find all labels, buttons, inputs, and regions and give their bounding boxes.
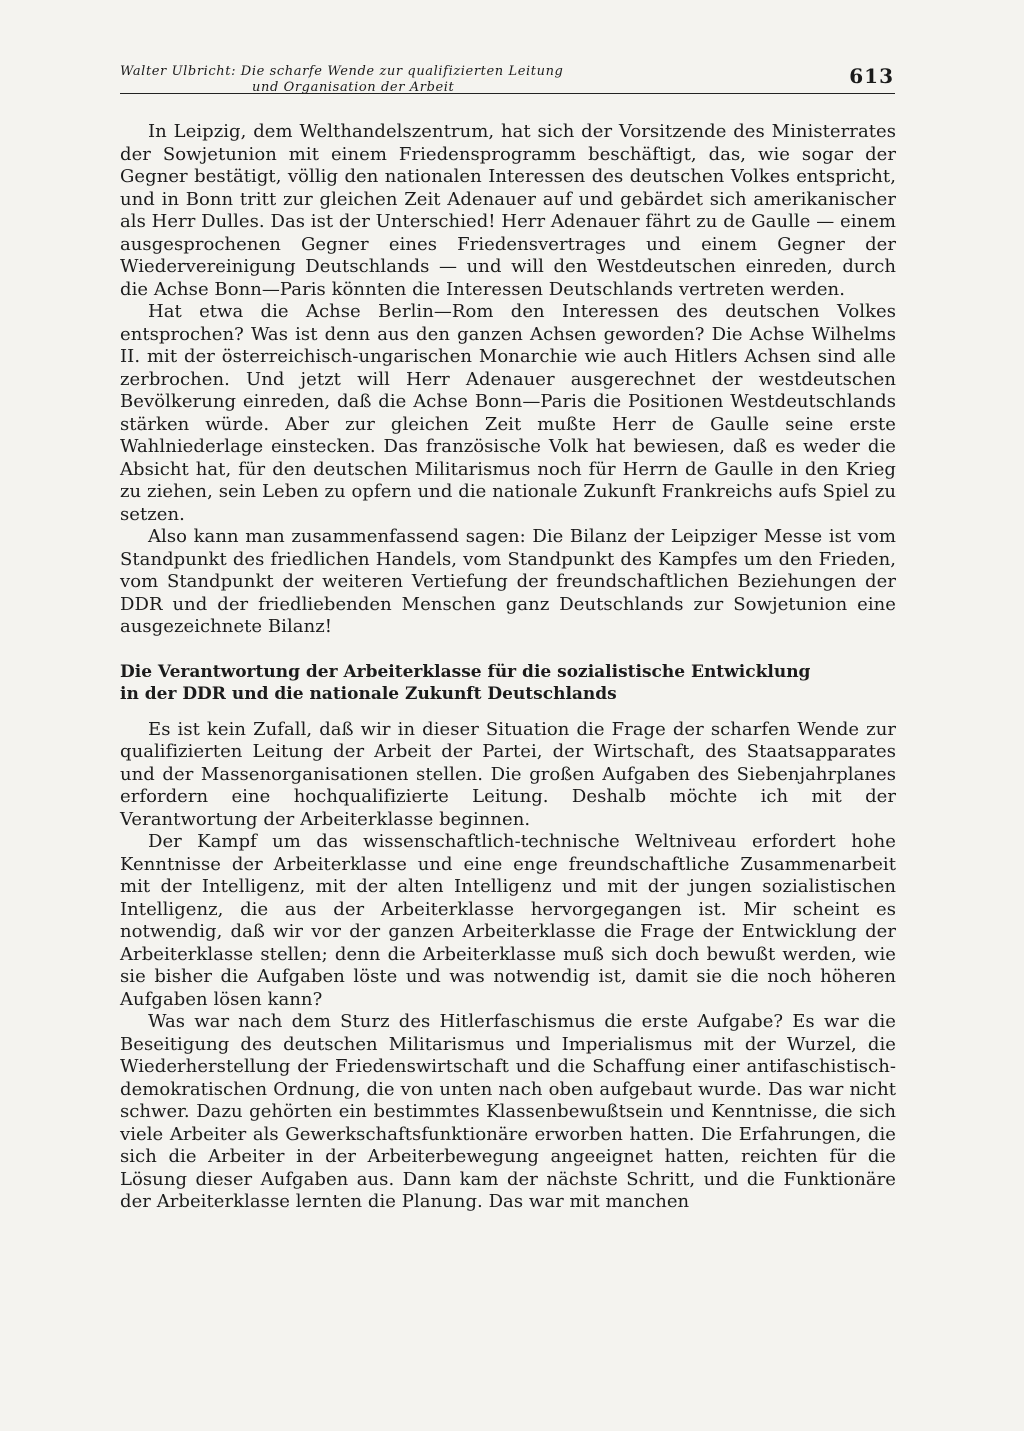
running-head-line-1: Walter Ulbricht: Die scharfe Wende zur qualifizierten Leitung bbox=[120, 64, 564, 79]
section-heading-line-1: Die Verantwortung der Arbeiterklasse für die sozialistische Entwicklung bbox=[120, 661, 811, 682]
paragraph: Was war nach dem Sturz des Hitlerfaschismus die erste Aufgabe? Es war die Beseitigung des deutschen Militarismus und Imperialismus mit der Wurzel, die Wiederherstellung der Friedenswirtschaft und die Schaffung einer antifaschistisch-demokratischen Ordnung, die von unten nach oben aufgebaut wurde. Das war nicht schwer. Dazu gehörten ein bestimmtes Klassenbewußtsein und Kenntnisse, die sich viele Arbeiter als Gewerkschaftsfunktionäre erworben hatten. Die Erfahrungen, die sich die Arbeiter in der Arbeiterbewegung angeeignet hatten, reichten für die Lösung dieser Aufgaben aus. Dann kam der nächste Schritt, und die Funktionäre der Arbeiterklasse lernten die Planung. Das war mit manchen bbox=[120, 1011, 896, 1212]
paragraph: In Leipzig, dem Welthandelszentrum, hat sich der Vorsitzende des Ministerrates der Sowjetunion mit einem Friedensprogramm beschäftigt, das, wie sogar der Gegner bestätigt, völlig den nationalen Interessen des deutschen Volkes entspricht, und in Bonn tritt zur gleichen Zeit Adenauer auf und gebärdet sich amerikanischer als Herr Dulles. Das ist der Unterschied! Herr Adenauer fährt zu de Gaulle — einem ausgesprochenen Gegner eines Friedensvertrages und einem Gegner der Wiedervereinigung Deutschlands — und will den Westdeutschen einreden, durch die Achse Bonn—Paris könnten die Interessen Deutschlands vertreten werden. bbox=[120, 121, 896, 300]
running-head-line-2: und Organisation der Arbeit bbox=[252, 80, 455, 95]
paragraph: Es ist kein Zufall, daß wir in dieser Situation die Frage der scharfen Wende zur qualifizierten Leitung der Arbeit der Partei, der Wirtschaft, des Staatsapparates und der Massenorganisationen stellen. Die großen Aufgaben des Siebenjahrplanes erfordern eine hochqualifizierte Leitung. Deshalb möchte ich mit der Verantwortung der Arbeiterklasse beginnen. bbox=[120, 718, 896, 830]
section-heading bbox=[120, 661, 896, 705]
page-header bbox=[120, 64, 900, 104]
body-text bbox=[120, 121, 896, 1214]
paragraph: Der Kampf um das wissenschaftlich-technische Weltniveau erfordert hohe Kenntnisse der Arbeiterklasse und eine enge freundschaftliche Zusammenarbeit mit der Intelligenz, mit der alten Intelligenz und mit der jungen sozialistischen Intelligenz, die aus der Arbeiterklasse hervorgegangen ist. Mir scheint es notwendig, daß wir vor der ganzen Arbeiterklasse die Frage der Entwicklung der Arbeiterklasse stellen; denn die Arbeiterklasse muß sich doch bewußt werden, wie sie bisher die Aufgaben löste und was notwendig ist, damit sie die noch höheren Aufgaben lösen kann? bbox=[120, 831, 896, 1010]
page-number: 613 bbox=[849, 64, 894, 88]
section-heading-line-2: in der DDR und die nationale Zukunft Deutschlands bbox=[120, 683, 617, 704]
paragraph: Also kann man zusammenfassend sagen: Die Bilanz der Leipziger Messe ist vom Standpunkt des friedlichen Handels, vom Standpunkt des Kampfes um den Frieden, vom Standpunkt der weiteren Vertiefung der freundschaftlichen Beziehungen der DDR und der friedliebenden Menschen ganz Deutschlands zur Sowjetunion eine ausgezeichnete Bilanz! bbox=[120, 526, 896, 637]
running-head bbox=[120, 64, 900, 96]
paragraph: Hat etwa die Achse Berlin—Rom den Interessen des deutschen Volkes entsprochen? Was ist denn aus den ganzen Achsen geworden? Die Achse Wilhelms II. mit der österreichisch-ungarischen Monarchie wie auch Hitlers Achsen sind alle zerbrochen. Und jetzt will Herr Adenauer ausgerechnet der westdeutschen Bevölkerung einreden, daß die Achse Bonn—Paris die Positionen Westdeutschlands stärken würde. Aber zur gleichen Zeit mußte Herr de Gaulle seine erste Wahlniederlage einstecken. Das französische Volk hat bewiesen, daß es weder die Absicht hat, für den deutschen Militarismus noch für Herrn de Gaulle in den Krieg zu ziehen, sein Leben zu opfern und die nationale Zukunft Frankreichs aufs Spiel zu setzen. bbox=[120, 301, 896, 525]
header-rule bbox=[120, 93, 895, 94]
